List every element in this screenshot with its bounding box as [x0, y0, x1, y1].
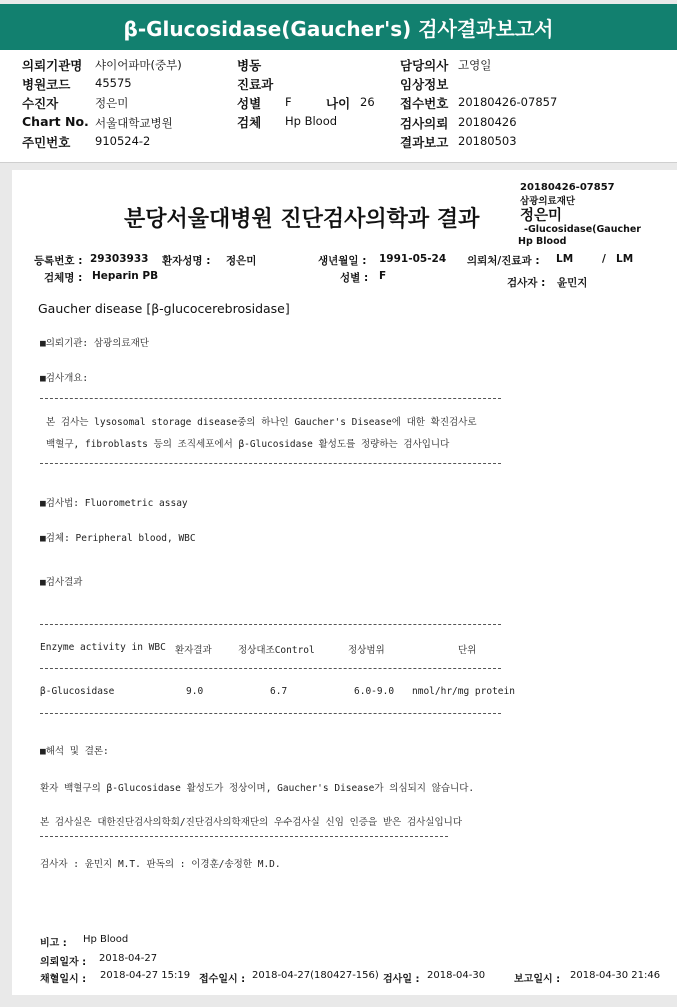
remark-label: 비고 :	[40, 938, 67, 949]
hospital-code-label: 병원코드	[22, 77, 71, 92]
req-date-value: 2018-04-27	[99, 953, 158, 964]
ward-label: 병동	[237, 58, 262, 73]
row-range: 6.0-9.0	[354, 686, 395, 697]
signoff: 검사자 : 윤민지 M.T. 판독의 : 이경훈/송정한 M.D.	[40, 859, 281, 870]
dept-label: 진료과	[237, 77, 274, 92]
report-header	[0, 0, 677, 50]
report-time-value: 2018-04-30 21:46	[570, 970, 661, 981]
req-dept-a: LM	[556, 253, 574, 265]
clinical-label: 임상정보	[400, 77, 449, 92]
specimen-line: ■검체: Peripheral blood, WBC	[40, 533, 196, 544]
request-label: 검사의뢰	[400, 116, 449, 131]
req-dept-sep: /	[602, 253, 606, 265]
sex-value: F	[285, 95, 292, 109]
patient-info-panel	[0, 50, 677, 163]
corner-specimen: Hp Blood	[518, 236, 567, 247]
divider	[40, 398, 501, 399]
row-enzyme: β-Glucosidase	[40, 686, 115, 697]
row-patient: 9.0	[186, 686, 204, 697]
specimen-value: Hp Blood	[285, 114, 338, 128]
specimen-name-label: 검체명 :	[44, 272, 83, 284]
result-heading: ■검사결과	[40, 577, 83, 588]
col-unit: 단위	[458, 645, 477, 656]
examiner-value: 윤민지	[557, 277, 588, 289]
chart-no-value: 서울대학교병원	[95, 116, 173, 130]
disease-title: Gaucher disease [β-glucocerebrosidase]	[38, 301, 290, 316]
doctor-value: 고영일	[458, 58, 492, 72]
overview-heading: ■검사개요:	[40, 373, 89, 384]
row-control: 6.7	[270, 686, 288, 697]
examiner-label: 검사자 :	[507, 277, 546, 289]
doctor-label: 담당의사	[400, 58, 449, 73]
col-enzyme: Enzyme activity in WBC	[40, 642, 166, 653]
reg-no-label: 등록번호 :	[34, 255, 83, 267]
patient-value: 정은미	[95, 96, 129, 110]
divider	[40, 836, 448, 837]
cert-line: 본 검사실은 대한진단검사의학회/진단검사의학재단의 우수검사실 신임 인증을 받은 검사실입니다	[40, 817, 463, 828]
accept-value: 2018-04-27(180427-156)	[252, 970, 379, 981]
report-title: 분당서울대병원 진단검사의학과 결과	[124, 207, 480, 232]
age-label: 나이	[326, 96, 351, 111]
request-value: 20180426	[458, 115, 517, 129]
row-unit: nmol/hr/mg protein	[412, 686, 515, 697]
receipt-no-label: 접수번호	[400, 96, 449, 111]
col-patient: 환자결과	[175, 645, 212, 656]
divider	[40, 463, 501, 464]
req-dept-label: 의뢰처/진료과 :	[467, 255, 540, 267]
institution-value: 샤이어파마(중부)	[95, 58, 182, 72]
divider	[40, 668, 501, 669]
test-date-value: 2018-04-30	[427, 970, 486, 981]
corner-name: 정은미	[520, 208, 563, 224]
reg-no-value: 29303933	[90, 253, 149, 265]
corner-id: 20180426-07857	[520, 182, 615, 193]
accept-label: 접수일시 :	[199, 974, 246, 985]
corner-org: 삼광의료재단	[520, 196, 576, 207]
page-title: β-Glucosidase(Gaucher's) 검사결과보고서	[123, 17, 554, 41]
chart-no-label: Chart No.	[22, 114, 89, 129]
corner-test: -Glucosidase(Gaucher	[524, 224, 641, 235]
divider	[40, 624, 501, 625]
resident-no-label: 주민번호	[22, 135, 71, 150]
sex-label: 성별	[237, 96, 262, 111]
test-date-label: 검사일 :	[383, 974, 420, 985]
col-control: 정상대조Control	[238, 645, 315, 656]
specimen-name-value: Heparin PB	[92, 270, 159, 282]
receipt-no-value: 20180426-07857	[458, 95, 558, 109]
req-dept-b: LM	[616, 253, 634, 265]
overview-line1: 본 검사는 lysosomal storage disease중의 하나인 Gaucher's Disease에 대한 확진검사로	[46, 417, 477, 428]
report-value: 20180503	[458, 134, 517, 148]
referring-org: ■의뢰기관: 삼광의료재단	[40, 338, 149, 349]
hospital-code-value: 45575	[95, 76, 132, 90]
scanned-report	[12, 170, 677, 995]
collect-label: 채혈일시 :	[40, 974, 87, 985]
collect-value: 2018-04-27 15:19	[100, 970, 191, 981]
sex2-value: F	[379, 270, 387, 282]
specimen-label: 검체	[237, 115, 262, 130]
pt-name-value: 정은미	[226, 255, 257, 267]
method-line: ■검사법: Fluorometric assay	[40, 498, 188, 509]
patient-label: 수진자	[22, 96, 59, 111]
interp-line: 환자 백혈구의 β-Glucosidase 활성도가 정상이며, Gaucher's Disease가 의심되지 않습니다.	[40, 783, 475, 794]
report-time-label: 보고일시 :	[514, 974, 561, 985]
dob-value: 1991-05-24	[379, 253, 447, 265]
dob-label: 생년월일 :	[318, 255, 367, 267]
report-label: 결과보고	[400, 135, 449, 150]
overview-line2: 백혈구, fibroblasts 등의 조직세포에서 β-Glucosidase 활성도를 정량하는 검사입니다	[46, 439, 450, 450]
remark-value: Hp Blood	[83, 934, 129, 945]
institution-label: 의뢰기관명	[22, 58, 83, 73]
divider	[40, 713, 501, 714]
col-range: 정상범위	[348, 645, 385, 656]
req-date-label: 의뢰일자 :	[40, 957, 87, 968]
interp-heading: ■해석 및 결론:	[40, 746, 109, 757]
age-value: 26	[360, 95, 375, 109]
sex2-label: 성별 :	[340, 272, 369, 284]
resident-no-value: 910524-2	[95, 134, 151, 148]
pt-name-label: 환자성명 :	[162, 255, 211, 267]
